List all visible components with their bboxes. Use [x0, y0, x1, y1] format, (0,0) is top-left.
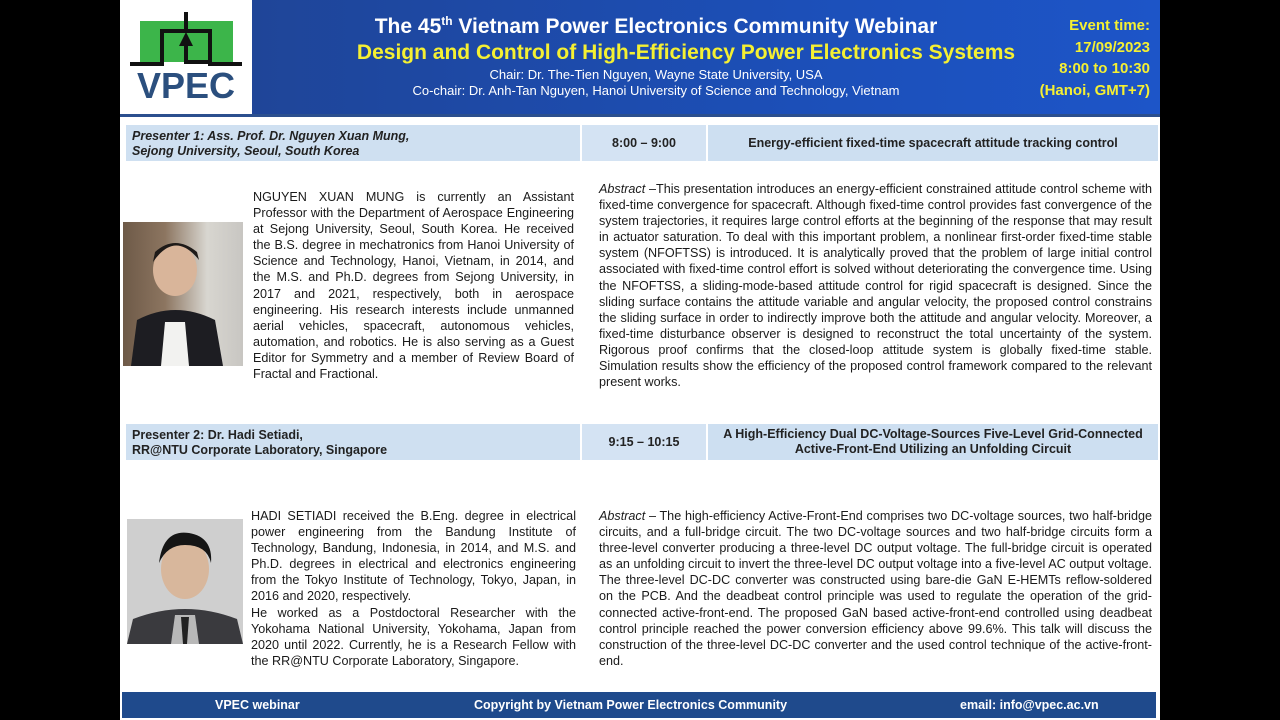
- event-timezone: (Hanoi, GMT+7): [1039, 81, 1150, 99]
- presenter-1-time: 8:00 – 9:00: [582, 125, 706, 161]
- presenter-1-abstract: Abstract –This presentation introduces an energy-efficient constrained attitude control scheme with fixed-time convergence for spacecraft. Although fixed-time control provides fast convergence of the system trajectories, it requires large control efforts at the beginning of the response that may result in actuator saturation. To deal with this important problem, a nonlinear first-order fixed-time stable system (NFOFTSS) is introduced. It is analytically proved that the problem of large initial control associated with fixed-time control effort is solved without deteriorating the convergence time. Using the NFOFTSS, a sliding-mode-based attitude control for rigid spacecraft is designed. Since the sliding surface contains the attitude variable and angular velocity, the proposed control constrains the sliding surface in order to indirectly improve both the attitude and angular velocity. Moreover, a fixed-time disturbance observer is designed to reconstruct the total uncertainty of the system. Rigorous proof confirms that the closed-loop attitude system is globally fixed-time stable. Simulation results show the efficiency of the proposed control framework compared to the relevant present works.: [599, 182, 1152, 390]
- footer-copyright: Copyright by Vietnam Power Electronics Community: [474, 698, 788, 712]
- cochair-text: Co-chair: Dr. Anh-Tan Nguyen, Hanoi University of Science and Technology, Vietnam: [412, 83, 900, 98]
- footer-bar: [122, 692, 1156, 718]
- presenter-2-photo: [127, 519, 243, 644]
- header: [120, 0, 1160, 114]
- chair-text: Chair: Dr. The-Tien Nguyen, Wayne State University, USA: [489, 67, 823, 82]
- event-date: 17/09/2023: [1074, 38, 1150, 56]
- person-portrait-icon: [127, 519, 243, 644]
- webinar-title: The 45th Vietnam Power Electronics Community Webinar: [374, 14, 938, 38]
- mosfet-logo-icon: [120, 0, 251, 114]
- footer-email: email: info@vpec.ac.vn: [960, 698, 1099, 712]
- event-time: [1040, 15, 1150, 101]
- presenter-1-bar: [126, 125, 1158, 161]
- header-divider: [120, 114, 1160, 117]
- person-portrait-icon: [123, 222, 243, 366]
- presenter-2-bar: [126, 424, 1158, 460]
- webinar-subtitle: Design and Control of High-Efficiency Power Electronics Systems: [356, 41, 1016, 64]
- presenter-1-photo: [123, 222, 243, 366]
- presenter-2-time: 9:15 – 10:15: [582, 424, 706, 460]
- presenter-2-abstract: Abstract – The high-efficiency Active-Front-End comprises two DC-voltage sources, two half-bridge circuits, and a full-bridge circuit. The two DC-voltage sources and two half-bridge circuits form a three-level converter producing a three-level DC output voltage. The full-bridge circuit is operated as an unfolding circuit to invert the three-level DC output voltage into a five-level AC output voltage. The three-level DC-DC converter was constructed using bare-die GaN E-HEMTs reflow-soldered on the PCB. And the deadbeat control principle was used to regulate the operation of the grid-connected active-front-end. The proposed GaN based active-front-end controlled using deadbeat control principle reached the power conversion efficiency above 99.6%. This talk will discuss the construction of the three-level DC-DC converter and the used control technique of the active-front-end.: [599, 509, 1152, 668]
- footer-left: VPEC webinar: [215, 698, 300, 712]
- presenter-1-name: Presenter 1: Ass. Prof. Dr. Nguyen Xuan Mung, Sejong University, Seoul, South Korea: [126, 125, 580, 161]
- presenter-2-talk-title: A High-Efficiency Dual DC-Voltage-Sources Five-Level Grid-Connected Active-Front-End Utilizing an Unfolding Circuit: [708, 424, 1158, 460]
- vpec-logo: [120, 0, 251, 114]
- svg-text:VPEC: VPEC: [136, 65, 236, 106]
- event-hours: 8:00 to 10:30: [1059, 60, 1150, 77]
- webinar-slide: [120, 0, 1160, 720]
- presenter-2-bio: HADI SETIADI received the B.Eng. degree in electrical power engineering from the Bandung Institute of Technology, Bandung, Indonesia, in 2014, and M.S. and Ph.D. degrees in electrical and electronics engineering from the Tokyo Institute of Technology, Tokyo, Japan, in 2016 and 2020, respectively. He worked as a Postdoctoral Researcher with the Yokohama National University, Yokohama, Japan from 2020 until 2022. Currently, he is a Research Fellow with the RR@NTU Corporate Laboratory, Singapore.: [251, 509, 576, 668]
- event-label: Event time:: [1069, 17, 1150, 34]
- presenter-2-name: Presenter 2: Dr. Hadi Setiadi, RR@NTU Corporate Laboratory, Singapore: [126, 424, 580, 460]
- title-banner: [252, 0, 1160, 114]
- presenter-1-bio: NGUYEN XUAN MUNG is currently an Assistant Professor with the Department of Aerospace Engineering at Sejong University, Seoul, South Korea. He received the B.S. degree in mechatronics from Hanoi University of Science and Technology, Hanoi, Vietnam, in 2014, and the M.S. and Ph.D. degrees from Sejong University, in 2017 and 2021, respectively, both in aerospace engineering. His research interests include unmanned aerial vehicles, spacecraft, autonomous vehicles, automation, and robotics. He is also serving as a Guest Editor for Symmetry and a member of Review Board of Fractal and Fractional.: [253, 190, 574, 382]
- presenter-1-talk-title: Energy-efficient fixed-time spacecraft attitude tracking control: [708, 125, 1158, 161]
